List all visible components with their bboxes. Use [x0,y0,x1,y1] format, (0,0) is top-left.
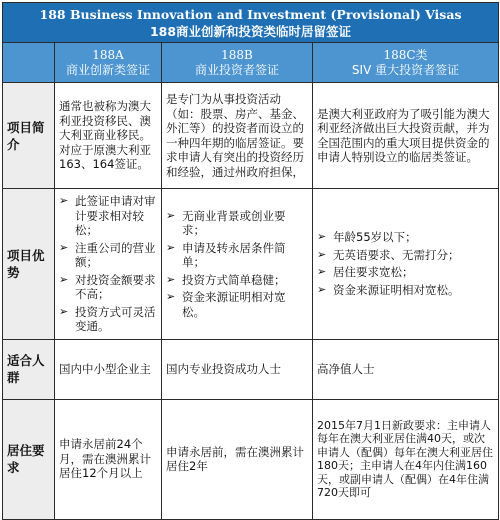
advantages-188b [162,189,313,340]
list-item [317,248,494,263]
column-header-row [3,43,499,83]
arrow-bullet-icon: ➢ [59,194,69,207]
column-name: 商业创新类签证 [65,62,150,77]
title-row [3,3,499,43]
arrow-bullet-icon: ➢ [317,230,327,244]
arrow-bullet-icon: ➢ [166,290,176,303]
column-name: SIV 重大投资者签证 [351,62,460,77]
intro-188a: 通常也被称为澳大利亚投资移民、澳大利亚商业移民。对应于原澳大利亚163、164签证。 [55,83,162,189]
row-label-intro: 项目简介 [3,83,55,189]
list-item-text: 无英语要求、无需打分； [333,247,460,262]
column-header-188b [162,43,313,83]
list-item-text: 注重公司的营业额； [75,240,156,269]
list-item [317,283,494,298]
residence-188c: 2015年7月1日新政要求：主申请人每年在澳大利亚居住满40天，或次申请人（配偶）每年在澳大利亚居住180天；主申请人在4年内住满160天，或副申请人（配偶）在4年住满720天即可 [313,399,499,519]
title-english: 188 Business Innovation and Investment (Provisional) Visas [39,6,462,22]
list-item-text: 此签证申请对审计要求相对较松； [75,194,156,237]
list-item [59,241,157,270]
column-header-188c [313,43,499,83]
column-code: 188B [221,47,253,62]
list-item-text: 资金来源证明相对宽松。 [333,282,460,297]
column-code: 188C类 [383,47,428,62]
advantages-list [317,230,494,297]
list-item [59,273,157,302]
list-item [166,209,308,238]
residence-188a: 申请永居前24个月，需在澳洲累计居住12个月以上 [55,399,162,519]
arrow-bullet-icon: ➢ [59,304,69,318]
suitable-row [3,339,499,399]
header-corner [3,43,55,83]
list-item-text: 年龄55岁以下； [333,230,417,245]
advantages-188c [313,189,499,340]
row-label-suitable: 适合人群 [3,339,55,399]
column-name: 商业投资者签证 [194,62,279,77]
advantages-row [3,189,499,340]
arrow-bullet-icon: ➢ [166,240,176,254]
advantages-list [59,194,157,334]
arrow-bullet-icon: ➢ [59,240,69,254]
intro-row [3,83,499,189]
arrow-bullet-icon: ➢ [317,265,327,279]
arrow-bullet-icon: ➢ [59,272,69,286]
arrow-bullet-icon: ➢ [317,247,327,261]
list-item-text: 居住要求宽松； [333,265,414,280]
list-item [59,194,157,238]
suitable-188c: 高净值人士 [313,339,499,399]
list-item-text: 申请及转永居条件简单； [182,240,286,269]
suitable-188a: 国内中小型企业主 [55,339,162,399]
table-title [3,3,499,43]
list-item [317,265,494,280]
intro-188b: 是专门为从事投资活动（如：股票、房产、基金、外汇等）的投资者而设立的一种四年期的临居签证。要求申请人有突出的投资经历和经验，通过州政府担保， [162,83,313,189]
arrow-bullet-icon: ➢ [166,272,176,286]
list-item-text: 无商业背景或创业要求； [182,208,286,237]
list-item [166,273,308,288]
advantages-list [166,209,308,320]
list-item-text: 对投资金额要求不高； [75,272,156,301]
list-item-text: 投资方式可灵活变通。 [75,304,156,333]
row-label-advantages: 项目优势 [3,189,55,340]
advantages-188a [55,189,162,340]
list-item-text: 投资方式简单稳健； [182,272,286,287]
suitable-188b: 国内专业投资成功人士 [162,339,313,399]
list-item [317,230,494,245]
intro-188c: 是澳大利亚政府为了吸引能为澳大利亚经济做出巨大投资贡献，并为全国范围内的重大项目提供资金的申请人特别设立的临居类签证。 [313,83,499,189]
list-item [166,241,308,270]
visa-comparison-table [2,2,499,520]
list-item [166,290,308,319]
list-item [59,305,157,334]
arrow-bullet-icon: ➢ [166,208,176,222]
arrow-bullet-icon: ➢ [317,282,327,296]
row-label-residence: 居住要求 [3,399,55,519]
list-item-text: 资金来源证明相对宽松。 [182,290,286,319]
residence-188b: 申请永居前，需在澳洲累计居住2年 [162,399,313,519]
column-header-188a [55,43,162,83]
residence-row [3,399,499,519]
title-chinese: 188商业创新和投资类临时居留签证 [149,23,352,39]
column-code: 188A [92,47,124,62]
